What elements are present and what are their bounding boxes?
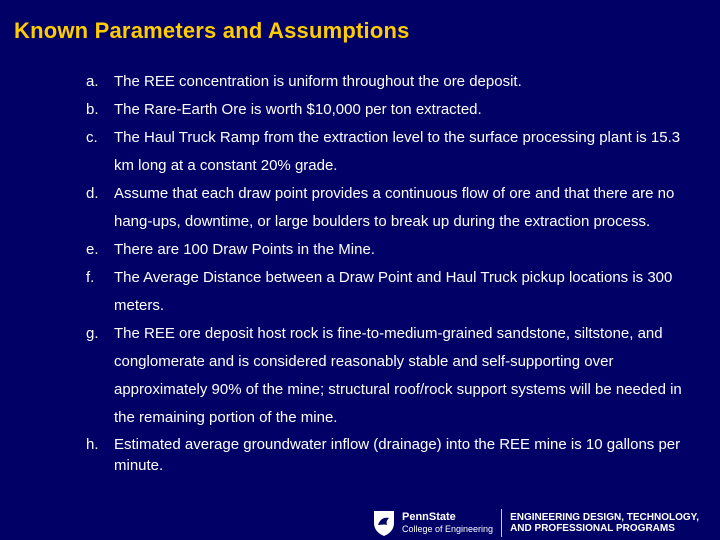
list-marker: d. — [86, 185, 99, 202]
assumptions-list — [86, 68, 696, 476]
list-text: The Average Distance between a Draw Point and Haul Truck pickup locations is 300 meters. — [114, 269, 673, 314]
list-item — [86, 434, 696, 476]
list-text: There are 100 Draw Points in the Mine. — [114, 241, 375, 258]
list-item — [86, 180, 696, 236]
brand-name: PennState — [402, 511, 456, 523]
list-item — [86, 264, 696, 320]
brand-college: College of Engineering — [402, 524, 494, 534]
list-marker: a. — [86, 73, 99, 90]
list-item — [86, 96, 696, 124]
list-marker: b. — [86, 101, 99, 118]
list-marker: f. — [86, 269, 95, 286]
list-text: Assume that each draw point provides a continuous flow of ore and that there are no hang-ups, downtime, or large boulders to break up during the extraction process. — [114, 185, 675, 230]
footer-divider — [501, 509, 502, 537]
list-item — [86, 68, 696, 96]
list-marker: e. — [86, 241, 99, 258]
list-item — [86, 124, 696, 180]
list-text: Estimated average groundwater inflow (drainage) into the REE mine is 10 gallons per minute. — [114, 436, 681, 474]
list-marker: h. — [86, 436, 99, 453]
list-item — [86, 320, 696, 432]
slide-title: Known Parameters and Assumptions — [14, 18, 410, 43]
penn-state-wordmark — [402, 511, 493, 535]
list-item — [86, 236, 696, 264]
program-name — [510, 512, 699, 534]
list-text: The Rare-Earth Ore is worth $10,000 per ton extracted. — [114, 101, 482, 118]
program-line-1: ENGINEERING DESIGN, TECHNOLOGY, — [510, 512, 699, 523]
list-text: The Haul Truck Ramp from the extraction level to the surface processing plant is 15.3 km long at a constant 20% grade. — [114, 129, 681, 174]
list-marker: c. — [86, 129, 98, 146]
list-text: The REE concentration is uniform throughout the ore deposit. — [114, 73, 522, 90]
list-marker: g. — [86, 325, 99, 342]
list-text: The REE ore deposit host rock is fine-to-medium-grained sandstone, siltstone, and conglomerate and is considered reasonably stable and self-supporting over approximately 90% of the mine; structural roof/rock support systems will be needed in the remaining portion of the mine. — [114, 325, 682, 426]
program-line-2: AND PROFESSIONAL PROGRAMS — [510, 523, 675, 534]
footer-logo-bar — [372, 506, 720, 540]
penn-state-shield-icon — [372, 509, 396, 537]
